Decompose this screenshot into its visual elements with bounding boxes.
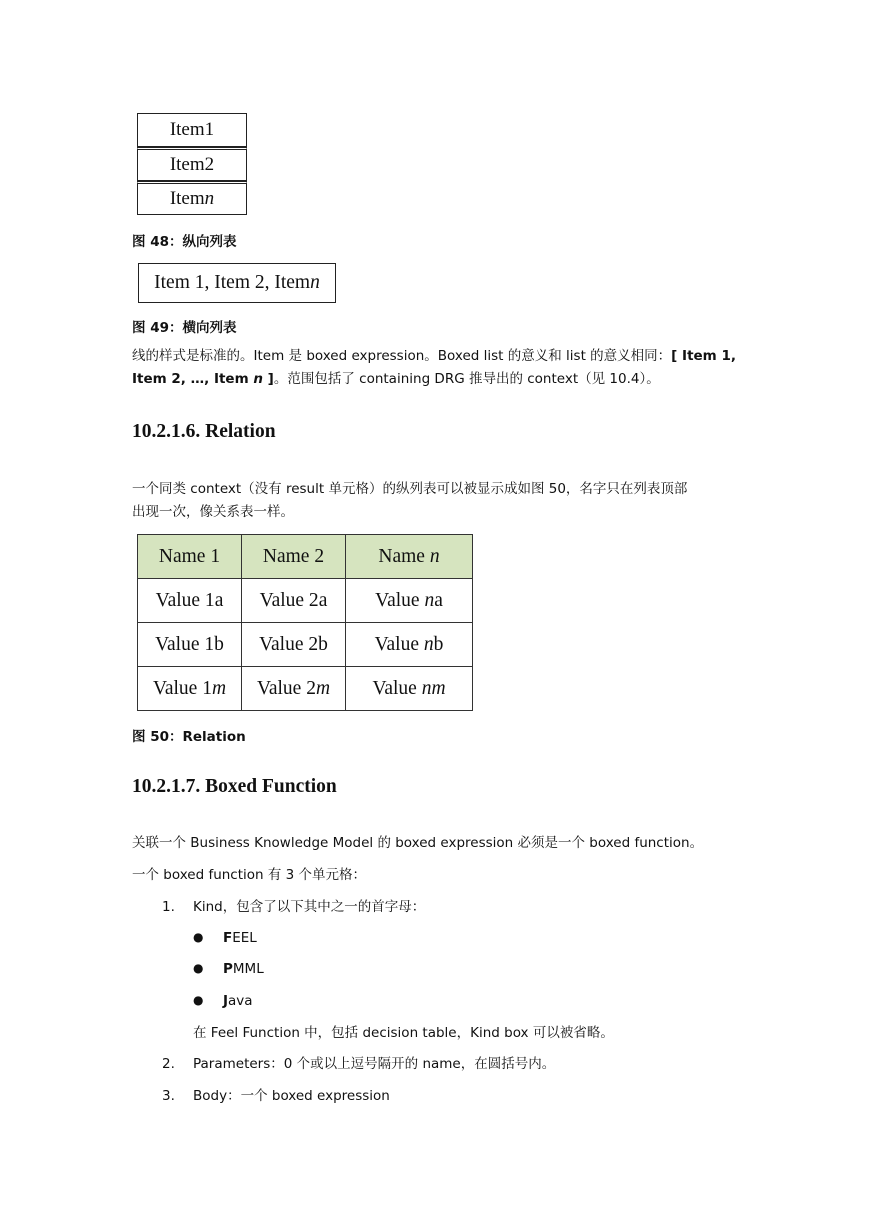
list-item: Parameters：0 个或以上逗号隔开的 name，在圆括号内。 (193, 1056, 556, 1072)
bullet-icon: ● (193, 961, 204, 975)
paragraph-line: 出现一次，像关系表一样。 (132, 504, 294, 520)
list-item: Item 1 (137, 113, 247, 147)
table-cell: Value 1b (138, 623, 242, 667)
figure-caption: 图 48：纵向列表 (132, 234, 237, 250)
table-cell: Value 2b (242, 623, 346, 667)
section-heading: 10.2.1.6. Relation (132, 421, 276, 442)
table-cell: Value 2m (242, 667, 346, 711)
list-item: PMML (223, 961, 264, 977)
bullet-icon: ● (193, 930, 204, 944)
table-cell: Value 1a (138, 579, 242, 623)
table-cell: Value 1m (138, 667, 242, 711)
table-cell: Value 2a (242, 579, 346, 623)
list-item: Item n (137, 181, 247, 215)
table-header-row (138, 535, 473, 579)
figure-caption: 图 49：横向列表 (132, 320, 237, 336)
table-row (138, 579, 473, 623)
paragraph-line: 一个同类 context（没有 result 单元格）的纵列表可以被显示成如图 50，名字只在列表顶部 (132, 481, 688, 497)
list-item: Item 2 (137, 147, 247, 181)
paragraph-line: 一个 boxed function 有 3 个单元格： (132, 867, 367, 883)
list-item: FEEL (223, 930, 257, 946)
paragraph-line: 关联一个 Business Knowledge Model 的 boxed expression 必须是一个 boxed function。 (132, 835, 704, 851)
horizontal-list-figure: Item 1, Item 2, Item n (138, 263, 336, 303)
list-item: Java (223, 993, 253, 1009)
section-heading: 10.2.1.7. Boxed Function (132, 776, 337, 797)
table-cell: Value nm (346, 667, 473, 711)
table-row (138, 667, 473, 711)
list-item: Kind，包含了以下其中之一的首字母： (193, 899, 426, 915)
table-header-cell: Name 1 (138, 535, 242, 579)
table-header-cell: Name n (346, 535, 473, 579)
relation-table (137, 534, 473, 711)
table-cell: Value nb (346, 623, 473, 667)
paragraph-line: Item 2, …, Item n ]。范围包括了 containing DRG 推导出的 context（见 10.4）。 (132, 371, 660, 387)
list-item: Body：一个 boxed expression (193, 1088, 390, 1104)
figure-caption: 图 50：Relation (132, 729, 246, 745)
bullet-icon: ● (193, 993, 204, 1007)
list-number: 2. (162, 1056, 175, 1072)
table-header-cell: Name 2 (242, 535, 346, 579)
paragraph-line: 线的样式是标准的。Item 是 boxed expression。Boxed list 的意义和 list 的意义相同：[ Item 1, (132, 348, 736, 364)
table-cell: Value na (346, 579, 473, 623)
list-number: 1. (162, 899, 175, 915)
vertical-list-figure (137, 113, 247, 215)
list-number: 3. (162, 1088, 175, 1104)
list-note: 在 Feel Function 中，包括 decision table，Kind box 可以被省略。 (193, 1025, 614, 1041)
table-row (138, 623, 473, 667)
